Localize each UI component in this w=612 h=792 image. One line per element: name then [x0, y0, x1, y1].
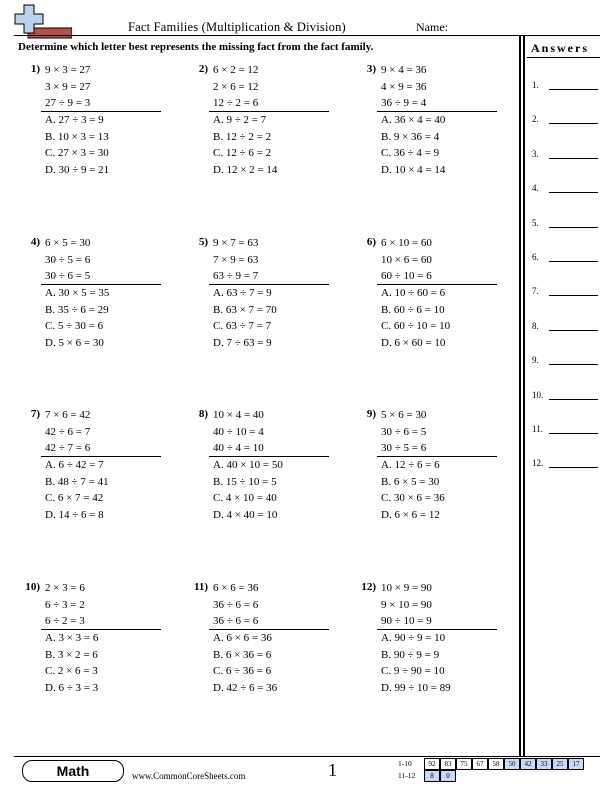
answer-choice: A. 6 ÷ 42 = 7	[45, 459, 104, 471]
fact-line: 40 ÷ 4 = 10	[213, 442, 264, 454]
answer-choice: B. 60 ÷ 6 = 10	[381, 303, 445, 316]
answers-rule	[527, 57, 600, 58]
answer-choice: A. 63 ÷ 7 = 9	[213, 287, 272, 299]
score-row-label: 11-12	[398, 771, 416, 780]
fact-line: 30 ÷ 6 = 5	[45, 270, 91, 282]
answer-number: 6.	[532, 252, 539, 262]
answer-line	[549, 467, 598, 468]
problem-number: 11)	[193, 581, 208, 593]
answer-blank[interactable]	[532, 114, 598, 130]
fact-line: 30 ÷ 5 = 6	[45, 253, 91, 266]
fact-line: 6 ÷ 3 = 2	[45, 598, 85, 611]
answer-choice: C. 4 × 10 = 40	[213, 492, 277, 504]
answer-choice: D. 4 × 40 = 10	[213, 508, 278, 521]
answer-blank[interactable]	[532, 183, 598, 199]
answer-choice: B. 90 ÷ 9 = 9	[381, 648, 440, 661]
score-row-label: 1-10	[398, 759, 412, 768]
fact-line: 10 × 9 = 90	[381, 582, 432, 594]
answer-blank[interactable]	[532, 424, 598, 440]
problem-number: 2)	[198, 63, 208, 75]
fact-line: 10 × 6 = 60	[381, 253, 432, 266]
answers-title: Answers	[531, 41, 589, 55]
score-cell: 0	[440, 770, 456, 782]
fact-line: 3 × 9 = 27	[45, 80, 91, 93]
answer-number: 8.	[532, 320, 539, 331]
score-cell: 33	[536, 758, 552, 770]
fact-line: 30 ÷ 5 = 6	[381, 442, 427, 454]
answer-choice: D. 6 ÷ 3 = 3	[45, 681, 99, 694]
answer-blank[interactable]	[532, 458, 598, 474]
answer-line	[549, 261, 598, 262]
worksheet-title: Fact Families (Multiplication & Division)	[128, 20, 346, 34]
math-badge: Math	[22, 760, 124, 782]
answer-blank[interactable]	[532, 390, 598, 406]
answer-choice: B. 10 × 3 = 13	[45, 130, 109, 143]
fact-line: 7 × 6 = 42	[45, 409, 91, 421]
footer-rule	[14, 756, 600, 757]
answer-choice: A. 36 × 4 = 40	[381, 114, 446, 126]
answer-number: 1.	[532, 80, 539, 90]
problem-9	[352, 408, 502, 533]
answer-choice: A. 9 ÷ 2 = 7	[213, 114, 267, 126]
answer-blank[interactable]	[532, 149, 598, 165]
answer-number: 5.	[532, 217, 539, 228]
problem-3	[352, 63, 502, 188]
problem-number: 10)	[25, 581, 40, 593]
fact-line: 10 × 4 = 40	[213, 409, 264, 421]
answer-choice: D. 7 ÷ 63 = 9	[213, 336, 272, 349]
score-cell: 50	[504, 758, 520, 770]
header-rule	[14, 35, 600, 36]
answer-blank[interactable]	[532, 252, 598, 268]
answer-choice: C. 6 ÷ 36 = 6	[213, 665, 272, 677]
fact-line: 36 ÷ 9 = 4	[381, 97, 427, 109]
fact-line: 6 × 6 = 36	[213, 582, 259, 594]
answer-choice: B. 6 × 5 = 30	[381, 475, 440, 488]
fact-line: 30 ÷ 6 = 5	[381, 425, 427, 438]
problem-12	[352, 581, 502, 706]
score-cell: 67	[472, 758, 488, 770]
answer-choice: C. 12 ÷ 6 = 2	[213, 147, 272, 159]
score-cell: 92	[424, 758, 440, 770]
name-label: Name:	[416, 20, 448, 34]
answer-line	[549, 89, 598, 90]
score-cell: 58	[488, 758, 504, 770]
answer-blank[interactable]	[532, 80, 598, 96]
answer-number: 7.	[532, 286, 539, 297]
problem-10	[16, 581, 166, 706]
answer-choice: D. 5 × 6 = 30	[45, 336, 104, 349]
answer-choice: A. 40 × 10 = 50	[213, 459, 283, 471]
answer-choice: B. 63 × 7 = 70	[213, 303, 277, 316]
fact-line: 9 × 3 = 27	[45, 64, 91, 76]
page-number: 1	[328, 760, 337, 780]
fact-line: 9 × 7 = 63	[213, 237, 259, 249]
answer-choice: C. 9 ÷ 90 = 10	[381, 665, 445, 677]
answer-blank[interactable]	[532, 355, 598, 371]
fact-line: 60 ÷ 10 = 6	[381, 270, 432, 282]
problem-number: 12)	[361, 581, 376, 593]
fact-line: 2 × 3 = 6	[45, 582, 85, 594]
answer-number: 12.	[532, 458, 544, 469]
fact-line: 40 ÷ 10 = 4	[213, 425, 264, 438]
answer-line	[549, 227, 598, 228]
answer-choice: B. 48 ÷ 7 = 41	[45, 475, 109, 488]
answer-choice: D. 42 ÷ 6 = 36	[213, 681, 278, 694]
answer-choice: A. 12 ÷ 6 = 6	[381, 459, 440, 471]
answer-choice: A. 90 ÷ 9 = 10	[381, 632, 446, 644]
answer-choice: B. 3 × 2 = 6	[45, 648, 98, 661]
fact-line: 27 ÷ 9 = 3	[45, 97, 91, 109]
answer-choice: C. 5 ÷ 30 = 6	[45, 320, 104, 332]
site-url: www.CommonCoreSheets.com	[132, 771, 246, 781]
fact-line: 42 ÷ 6 = 7	[45, 425, 91, 438]
problem-7	[16, 408, 166, 533]
problem-11	[184, 581, 334, 706]
answer-choice: D. 10 × 4 = 14	[381, 163, 446, 176]
answer-choice: C. 2 × 6 = 3	[45, 665, 98, 677]
problem-8	[184, 408, 334, 533]
answer-choice: A. 27 ÷ 3 = 9	[45, 114, 104, 126]
answer-line	[549, 158, 598, 159]
score-cell: 42	[520, 758, 536, 770]
answer-choice: A. 3 × 3 = 6	[45, 632, 99, 644]
answer-number: 4.	[532, 183, 539, 194]
fact-line: 9 × 4 = 36	[381, 64, 427, 76]
answer-column-divider	[523, 36, 525, 756]
answer-number: 2.	[532, 114, 539, 125]
answer-number: 9.	[532, 355, 539, 366]
score-cell: 8	[424, 770, 440, 782]
fact-line: 36 ÷ 6 = 6	[213, 598, 259, 611]
answer-choice: A. 6 × 6 = 36	[213, 632, 272, 644]
answer-choice: D. 6 × 6 = 12	[381, 508, 440, 521]
answer-choice: C. 30 × 6 = 36	[381, 492, 445, 504]
answer-choice: B. 6 × 36 = 6	[213, 648, 272, 661]
answer-choice: B. 35 ÷ 6 = 29	[45, 303, 109, 316]
problem-number: 1)	[30, 63, 40, 75]
fact-line: 4 × 9 = 36	[381, 80, 427, 93]
answer-choice: D. 6 × 60 = 10	[381, 336, 446, 349]
fact-line: 42 ÷ 7 = 6	[45, 442, 91, 454]
problem-number: 8)	[198, 408, 208, 420]
fact-line: 6 × 5 = 30	[45, 237, 91, 249]
answer-line	[549, 364, 598, 365]
problem-6	[352, 236, 502, 361]
plus-minus-logo-icon	[12, 3, 72, 39]
answer-choice: D. 30 ÷ 9 = 21	[45, 163, 110, 176]
answer-line	[549, 433, 598, 434]
fact-line: 36 ÷ 6 = 6	[213, 615, 259, 627]
answer-line	[549, 399, 598, 400]
answer-choice: A. 30 × 5 = 35	[45, 287, 110, 299]
answer-line	[549, 192, 598, 193]
answer-number: 11.	[532, 424, 543, 434]
answer-choice: C. 27 × 3 = 30	[45, 147, 109, 159]
fact-line: 12 ÷ 2 = 6	[213, 97, 259, 109]
fact-line: 6 × 10 = 60	[381, 237, 432, 249]
answer-choice: D. 99 ÷ 10 = 89	[381, 681, 451, 694]
score-cell: 75	[456, 758, 472, 770]
score-cell: 25	[552, 758, 568, 770]
answer-blank[interactable]	[532, 286, 598, 302]
problem-number: 4)	[30, 236, 40, 248]
answer-number: 10.	[532, 389, 544, 400]
answer-line	[549, 123, 598, 124]
answer-choice: C. 63 ÷ 7 = 7	[213, 320, 272, 332]
problem-number: 9)	[366, 408, 376, 420]
fact-line: 90 ÷ 10 = 9	[381, 615, 432, 627]
fact-line: 6 × 2 = 12	[213, 64, 259, 76]
answer-choice: C. 60 ÷ 10 = 10	[381, 320, 451, 332]
answer-choice: D. 14 ÷ 6 = 8	[45, 508, 104, 521]
fact-line: 63 ÷ 9 = 7	[213, 270, 259, 282]
fact-line: 7 × 9 = 63	[213, 253, 259, 266]
answer-choice: C. 6 × 7 = 42	[45, 492, 104, 504]
fact-line: 5 × 6 = 30	[381, 409, 427, 421]
answer-choice: B. 12 ÷ 2 = 2	[213, 130, 272, 143]
answer-blank[interactable]	[532, 218, 598, 234]
answer-choice: C. 36 ÷ 4 = 9	[381, 147, 440, 159]
answer-number: 3.	[532, 148, 539, 159]
answer-choice: D. 12 × 2 = 14	[213, 163, 278, 176]
score-cell: 83	[440, 758, 456, 770]
answer-line	[549, 295, 598, 296]
fact-line: 2 × 6 = 12	[213, 80, 259, 93]
problem-number: 6)	[366, 236, 376, 248]
problem-number: 7)	[30, 408, 40, 420]
fact-line: 9 × 10 = 90	[381, 598, 432, 611]
problem-2	[184, 63, 334, 188]
answer-choice: A. 10 ÷ 60 = 6	[381, 287, 446, 299]
answer-choice: B. 15 ÷ 10 = 5	[213, 475, 277, 488]
answer-choice: B. 9 × 36 = 4	[381, 130, 440, 143]
problem-number: 3)	[366, 63, 376, 75]
score-cell: 17	[568, 758, 584, 770]
answer-line	[549, 330, 598, 331]
fact-line: 6 ÷ 2 = 3	[45, 615, 85, 627]
answer-column-divider	[519, 36, 521, 756]
answer-blank[interactable]	[532, 321, 598, 337]
instructions: Determine which letter best represents the missing fact from the fact family.	[18, 41, 374, 53]
problem-5	[184, 236, 334, 361]
problem-number: 5)	[198, 236, 208, 248]
problem-1	[16, 63, 166, 188]
problem-4	[16, 236, 166, 361]
